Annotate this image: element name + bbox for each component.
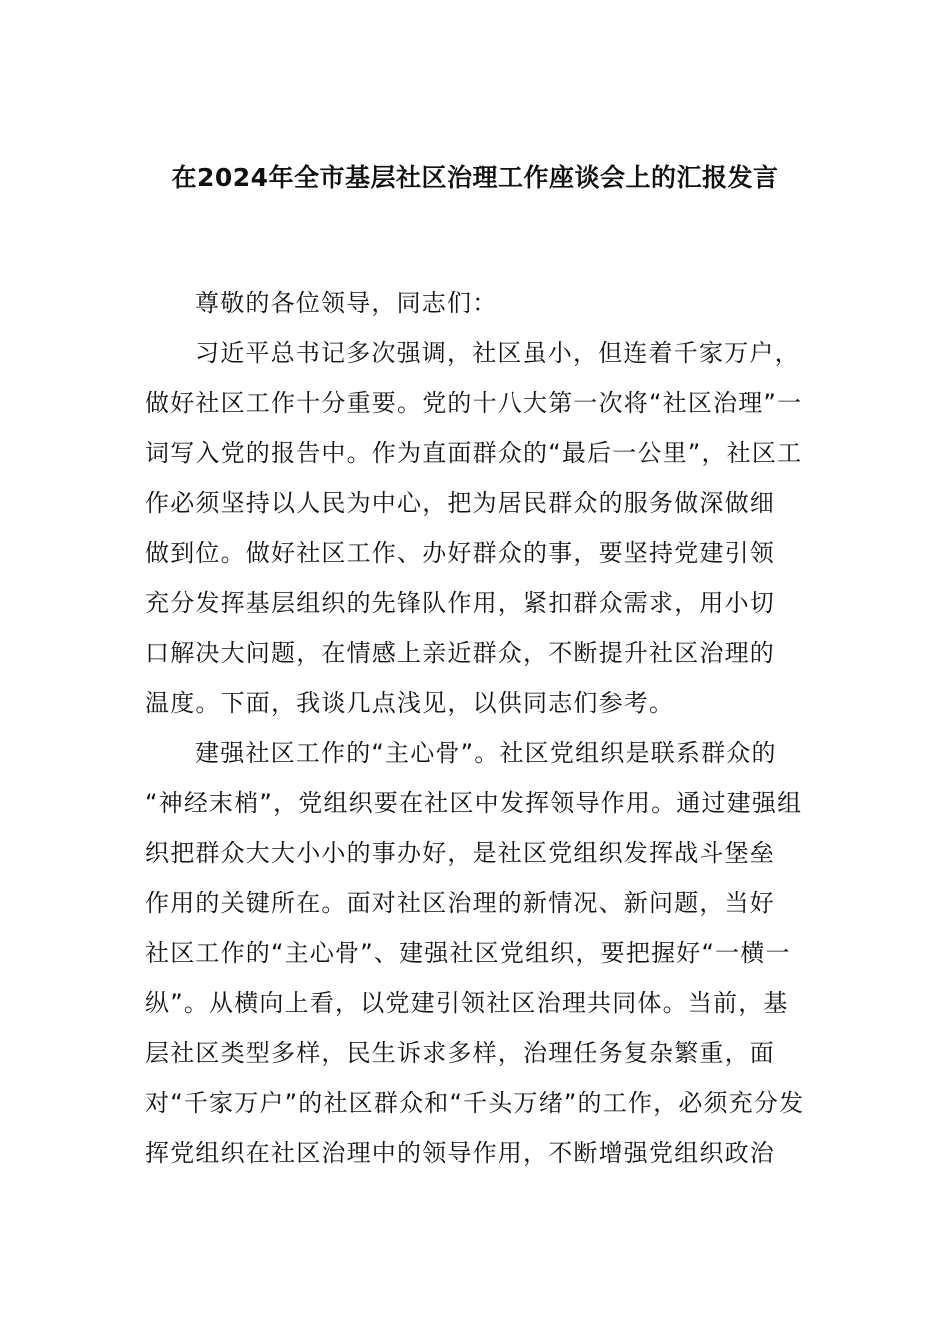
paragraph-line: 对“千家万户”的社区群众和“千头万绪”的工作，必须充分发 [145, 1089, 805, 1117]
paragraph-line: 纵”。从横向上看，以党建引领社区治理共同体。当前，基 [145, 989, 789, 1017]
document-body [145, 278, 835, 1178]
salutation-line: 尊敬的各位领导，同志们： [195, 289, 498, 317]
paragraph-line: 作用的关键所在。面对社区治理的新情况、新问题，当好 [145, 889, 775, 917]
paragraph-line: 作必须坚持以人民为中心，把为居民群众的服务做深做细 [145, 489, 775, 517]
paragraph-line: 建强社区工作的“主心骨”。社区党组织是联系群众的 [195, 739, 777, 767]
paragraph-line: 社区工作的“主心骨”、建强社区党组织，要把握好“一横一 [145, 939, 791, 967]
paragraph-line: 挥党组织在社区治理中的领导作用，不断增强党组织政治 [145, 1139, 775, 1167]
paragraph-line: 层社区类型多样，民生诉求多样，治理任务复杂繁重，面 [145, 1039, 775, 1067]
paragraph-line: 词写入党的报告中。作为直面群众的“最后一公里”，社区工 [145, 439, 803, 467]
document-title: 在2024年全市基层社区治理工作座谈会上的汇报发言 [171, 163, 779, 192]
paragraph-line: 做好社区工作十分重要。党的十八大第一次将“社区治理”一 [145, 389, 803, 417]
paragraph-line: 充分发挥基层组织的先锋队作用，紧扣群众需求，用小切 [145, 589, 775, 617]
paragraph-line: 织把群众大大小小的事办好，是社区党组织发挥战斗堡垒 [145, 839, 775, 867]
paragraph-line: 做到位。做好社区工作、办好群众的事，要坚持党建引领 [145, 539, 775, 567]
paragraph-line: 习近平总书记多次强调，社区虽小，但连着千家万户， [195, 339, 800, 367]
paragraph-line: “神经末梢”，党组织要在社区中发挥领导作用。通过建强组 [145, 789, 803, 817]
paragraph-line: 口解决大问题，在情感上亲近群众，不断提升社区治理的 [145, 639, 775, 667]
paragraph-line: 温度。下面，我谈几点浅见，以供同志们参考。 [145, 689, 675, 717]
